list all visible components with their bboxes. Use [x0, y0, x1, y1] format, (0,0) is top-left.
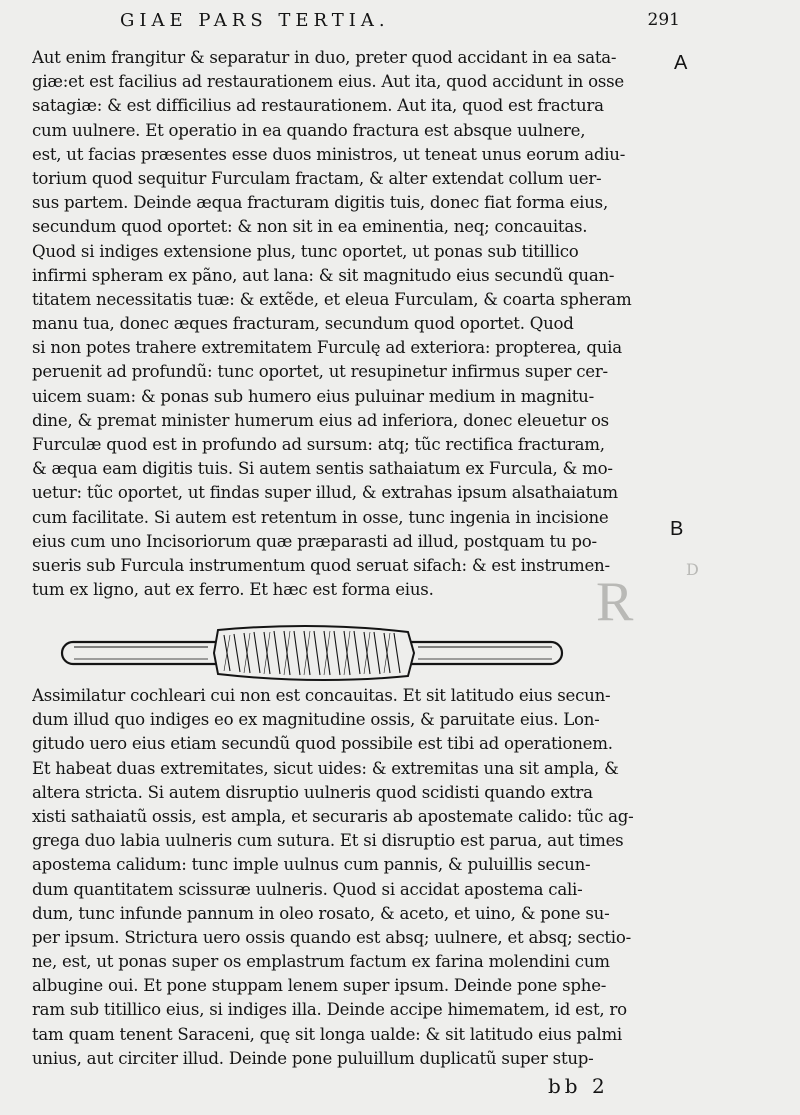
text-line: Aut enim frangitur & separatur in duo, preter quod accidant in ea sata- [32, 48, 617, 67]
text-block-lower [32, 684, 664, 1071]
text-line: dum quantitatem scissuræ uulneris. Quod si accidat apostema cali- [32, 879, 583, 899]
text-line: torium quod sequitur Furculam fractam, & alter extendat collum uer- [32, 168, 602, 188]
text-line: Et habeat duas extremitates, sicut uides: & extremitas una sit ampla, & [32, 758, 619, 778]
text-line: sueris sub Furcula instrumentum quod seruat sifach: & est instrumen- [32, 555, 610, 575]
bleed-through-letter-d: D [686, 560, 699, 579]
text-line: Quod si indiges extensione plus, tunc oportet, ut ponas sub titillico [32, 241, 579, 261]
text-line: sus partem. Deinde æqua fracturam digitis tuis, donec fiat forma eius, [32, 193, 608, 213]
margin-letter-a: A [674, 52, 688, 74]
margin-letter-b: B [670, 518, 684, 540]
text-line: titatem necessitatis tuæ: & extẽde, et eleua Furculam, & coarta spheram [32, 289, 632, 309]
text-line: & æqua eam digitis tuis. Si autem sentis sathaiatum ex Furcula, & mo- [32, 459, 613, 479]
text-line: secundum quod oportet: & non sit in ea eminentia, neq; concauitas. [32, 217, 588, 237]
text-line: est, ut facias præsentes esse duos ministros, ut teneat unus eorum adiu- [32, 144, 626, 164]
text-line: si non potes trahere extremitatem Furculę ad exteriora: propterea, quia [32, 338, 622, 358]
signature-mark: bb 2 [548, 1074, 609, 1098]
text-line: eius cum uno Incisoriorum quæ præparasti ad illud, postquam tu po- [32, 531, 597, 551]
text-line: unius, aut circiter illud. Deinde pone puluillum duplicatũ super stup- [32, 1048, 594, 1068]
text-line: dine, & premat minister humerum eius ad inferiora, donec eleuetur os [32, 410, 609, 430]
text-line: xisti sathaiatũ ossis, est ampla, et securaris ab apostemate calido: tũc ag- [32, 806, 634, 826]
page-number: 291 [647, 10, 680, 30]
bleed-through-letter-r: R [596, 571, 634, 633]
page-header [120, 10, 680, 36]
text-line: manu tua, donec æques fracturam, secundum quod oportet. Quod [32, 314, 574, 334]
text-line: altera stricta. Si autem disruptio uulneris quod scidisti quando extra [32, 782, 593, 802]
running-title: GIAE PARS TERTIA. [120, 10, 390, 31]
text-line: tum ex ligno, aut ex ferro. Et hæc est forma eius. [32, 580, 434, 600]
text-line: per ipsum. Strictura uero ossis quando est absq; uulnere, et absq; sectio- [32, 927, 631, 947]
text-line: ram sub titillico eius, si indiges illa. Deinde accipe himematem, id est, ro [32, 1000, 627, 1020]
text-line: ne, est, ut ponas super os emplastrum factum ex farina molendini cum [32, 952, 610, 972]
instrument-grip [214, 626, 414, 680]
text-line: cum uulnere. Et operatio in ea quando fractura est absque uulnere, [32, 120, 586, 140]
text-line: peruenit ad profundũ: tunc oportet, ut resupinetur infirmus super cer- [32, 362, 608, 382]
text-line: uicem suam: & ponas sub humero eius puluinar medium in magnitu- [32, 386, 594, 406]
text-line: dum, tunc infunde pannum in oleo rosato, & aceto, et uino, & pone su- [32, 903, 610, 923]
text-line: grega duo labia uulneris cum sutura. Et si disruptio est parua, aut times [32, 831, 624, 851]
text-line: uetur: tũc oportet, ut findas super illud, & extrahas ipsum alsathaiatum [32, 483, 618, 503]
text-line: Assimilatur cochleari cui non est concauitas. Et sit latitudo eius secun- [32, 686, 611, 705]
text-line: albugine oui. Et pone stuppam lenem super ipsum. Deinde pone sphe- [32, 976, 607, 996]
text-line: dum illud quo indiges eo ex magnitudine ossis, & paruitate eius. Lon- [32, 710, 600, 730]
text-line: gitudo uero eius etiam secundũ quod possibile est tibi ad operationem. [32, 734, 613, 754]
text-line: tam quam tenent Saraceni, quę sit longa ualde: & sit latitudo eius palmi [32, 1024, 622, 1044]
text-block-upper [32, 46, 664, 602]
text-line: apostema calidum: tunc imple uulnus cum pannis, & puluillis secun- [32, 855, 591, 875]
surgical-instrument-illustration [58, 620, 570, 686]
text-line: Furculæ quod est in profundo ad sursum: atq; tũc rectifica fracturam, [32, 435, 605, 454]
text-line: cum facilitate. Si autem est retentum in osse, tunc ingenia in incisione [32, 507, 609, 527]
text-line: satagiæ: & est difficilius ad restaurationem. Aut ita, quod est fractura [32, 96, 604, 116]
text-line: giæ:et est facilius ad restaurationem eius. Aut ita, quod accidunt in osse [32, 72, 624, 92]
text-line: infirmi spheram ex pãno, aut lana: & sit magnitudo eius secundũ quan- [32, 265, 615, 285]
